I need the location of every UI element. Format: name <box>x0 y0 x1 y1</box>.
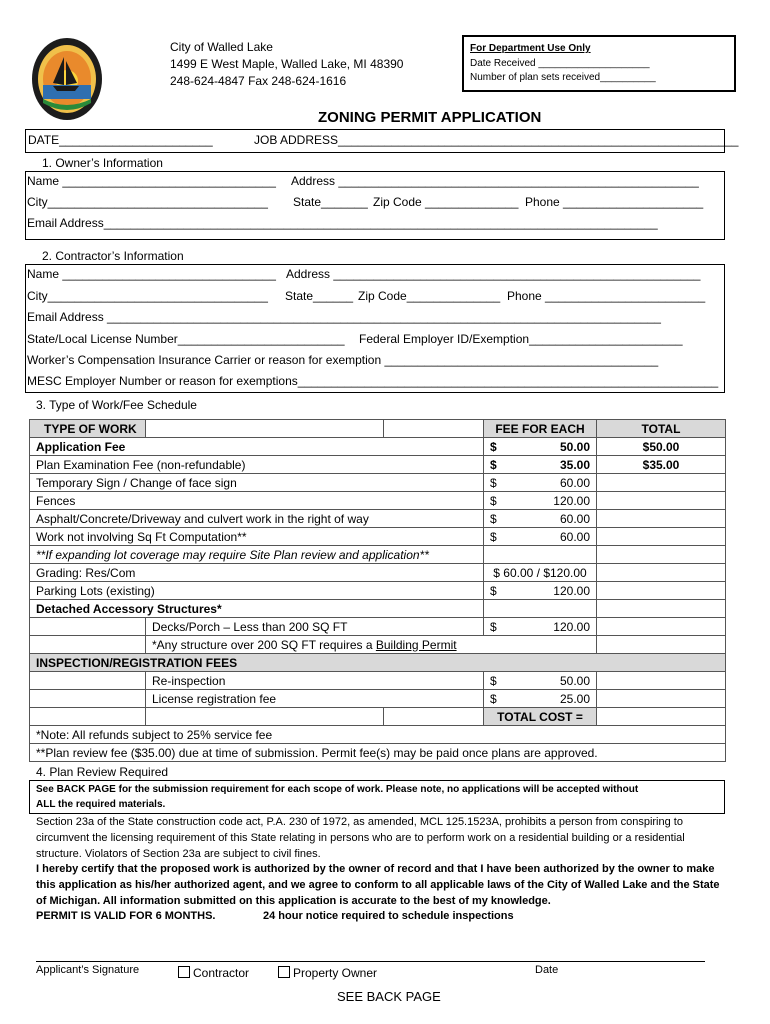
contractor-box <box>25 264 725 393</box>
total-cell[interactable] <box>597 690 726 708</box>
see-back-page-footer: SEE BACK PAGE <box>337 989 441 1004</box>
owner-state-field[interactable]: State_______ <box>293 195 368 209</box>
workers-comp-field[interactable]: Worker’s Compensation Insurance Carrier or reason for exemption _________________________________________ <box>27 353 659 367</box>
table-row: **If expanding lot coverage may require Site Plan review and application** <box>30 546 726 564</box>
total-cell[interactable] <box>597 618 726 636</box>
section-23a-line1: Section 23a of the State construction code act, P.A. 230 of 1972, as amended, MCL 125.1523A, prohibits a person from conspiring to <box>36 816 683 828</box>
table-row: *Any structure over 200 SQ FT requires a Building Permit <box>30 636 726 654</box>
contractor-checkbox[interactable] <box>178 966 190 978</box>
plan-review-heading: 4. Plan Review Required <box>36 765 169 779</box>
table-row: Work not involving Sq Ft Computation** $ 60.00 <box>30 528 726 546</box>
department-title: For Department Use Only <box>470 43 591 54</box>
city-name: City of Walled Lake <box>170 40 273 54</box>
contractor-name-field[interactable]: Name ________________________________ <box>27 267 276 281</box>
certification-line1: I hereby certify that the proposed work is authorized by the owner of record and that I have been authorized by the owner to make <box>36 863 715 875</box>
total-cost-value[interactable] <box>597 708 726 726</box>
total-cell[interactable] <box>597 510 726 528</box>
note-row <box>30 726 726 744</box>
owner-address-field[interactable]: Address ______________________________________________________ <box>291 174 699 188</box>
table-row: Grading: Res/Com $ 60.00 / $120.00 <box>30 564 726 582</box>
table-row: License registration fee $ 25.00 <box>30 690 726 708</box>
table-row: Re-inspection $ 50.00 <box>30 672 726 690</box>
owner-box <box>25 171 725 240</box>
fee-heading: 3. Type of Work/Fee Schedule <box>36 398 197 412</box>
owner-name-field[interactable]: Name ________________________________ <box>27 174 276 188</box>
total-cell[interactable]: $35.00 <box>597 456 726 474</box>
col-type-of-work: TYPE OF WORK <box>30 420 146 438</box>
total-cost-label: TOTAL COST = <box>484 708 597 726</box>
total-cell[interactable]: $50.00 <box>597 438 726 456</box>
date-received[interactable]: Date Received ____________________ <box>470 58 650 69</box>
permit-valid-text: PERMIT IS VALID FOR 6 MONTHS. <box>36 910 216 922</box>
contractor-label: Contractor <box>193 966 250 980</box>
date-job-row <box>25 129 739 153</box>
total-cell[interactable] <box>597 564 726 582</box>
table-row: Application Fee $ 50.00 $50.00 <box>30 438 726 456</box>
table-row: Asphalt/Concrete/Driveway and culvert work in the right of way $ 60.00 <box>30 510 726 528</box>
job-address-field[interactable]: JOB ADDRESS____________________________________________________________ <box>254 133 739 147</box>
plan-review-note: **Plan review fee ($35.00) due at time of submission. Permit fee(s) may be paid once plans are approved. <box>30 744 726 762</box>
contractor-heading: 2. Contractor’s Information <box>42 249 184 263</box>
table-row: Fences $ 120.00 <box>30 492 726 510</box>
total-cell[interactable] <box>597 672 726 690</box>
inspection-notice-text: 24 hour notice required to schedule inspections <box>263 910 514 922</box>
city-address: 1499 E West Maple, Walled Lake, MI 48390 <box>170 57 404 71</box>
federal-id-field[interactable]: Federal Employer ID/Exemption_______________________ <box>359 332 683 346</box>
mesc-field[interactable]: MESC Employer Number or reason for exemptions_______________________________________________________________ <box>27 374 719 388</box>
certification-line3: of Michigan. All information submitted on this application is accurate to the best of my knowledge. <box>36 895 551 907</box>
total-cell[interactable] <box>597 582 726 600</box>
department-use-box <box>462 35 736 92</box>
form-title: ZONING PERMIT APPLICATION <box>318 109 542 126</box>
owner-phone-field[interactable]: Phone _____________________ <box>525 195 704 209</box>
owner-heading: 1. Owner’s Information <box>42 156 163 170</box>
total-cell[interactable] <box>597 528 726 546</box>
fee-table-header <box>30 420 726 438</box>
owner-zip-field[interactable]: Zip Code ______________ <box>373 195 519 209</box>
city-phone: 248-624-4847 Fax 248-624-1616 <box>170 74 347 88</box>
back-page-notice-line1: See BACK PAGE for the submission requirement for each scope of work. Please note, no applications will be accepted without <box>36 784 639 795</box>
plan-sets-received[interactable]: Number of plan sets received__________ <box>470 72 656 83</box>
owner-checkbox-group[interactable] <box>278 966 377 980</box>
total-cell[interactable] <box>597 546 726 564</box>
total-cell[interactable] <box>597 492 726 510</box>
applicant-signature-label: Applicant’s Signature <box>36 964 140 976</box>
license-number-field[interactable]: State/Local License Number_________________________ <box>27 332 345 346</box>
table-row: Detached Accessory Structures* <box>30 600 726 618</box>
section-23a-line3: structure. Violators of Section 23a are subject to civil fines. <box>36 848 321 860</box>
contractor-phone-field[interactable]: Phone ________________________ <box>507 289 706 303</box>
contractor-email-field[interactable]: Email Address ___________________________________________________________________________________ <box>27 310 661 324</box>
signature-line[interactable] <box>36 961 705 962</box>
owner-city-field[interactable]: City_________________________________ <box>27 195 268 209</box>
total-cell[interactable] <box>597 636 726 654</box>
total-cost-row <box>30 708 726 726</box>
table-row: INSPECTION/REGISTRATION FEES <box>30 654 726 672</box>
back-page-notice-box <box>29 780 725 814</box>
contractor-state-field[interactable]: State______ <box>285 289 354 303</box>
property-owner-label: Property Owner <box>293 966 378 980</box>
certification-line2: this application as his/her authorized agent, and we agree to conform to all applicable laws of the City of Walled Lake and the State <box>36 879 720 891</box>
contractor-zip-field[interactable]: Zip Code______________ <box>358 289 501 303</box>
contractor-checkbox-group[interactable] <box>178 966 249 980</box>
contractor-city-field[interactable]: City_________________________________ <box>27 289 268 303</box>
col-total: TOTAL <box>597 420 726 438</box>
note-row <box>30 744 726 762</box>
table-row: Parking Lots (existing) $ 120.00 <box>30 582 726 600</box>
table-row: Plan Examination Fee (non-refundable) $ 35.00 $35.00 <box>30 456 726 474</box>
total-cell[interactable] <box>597 600 726 618</box>
contractor-address-field[interactable]: Address _______________________________________________________ <box>286 267 701 281</box>
section-23a-line2: circumvent the licensing requirement of this State relating in persons who are to perform work on a residential building or a residential <box>36 832 685 844</box>
signature-date-label: Date <box>535 964 559 976</box>
fee-table <box>29 419 726 762</box>
back-page-notice-line2: ALL the required materials. <box>36 799 166 810</box>
building-permit-link[interactable]: Building Permit <box>375 637 457 652</box>
col-fee-for-each: FEE FOR EACH <box>484 420 597 438</box>
table-row: Decks/Porch – Less than 200 SQ FT $ 120.00 <box>30 618 726 636</box>
total-cell[interactable] <box>597 474 726 492</box>
property-owner-checkbox[interactable] <box>278 966 290 978</box>
table-row: Temporary Sign / Change of face sign $ 60.00 <box>30 474 726 492</box>
date-field[interactable]: DATE_______________________ <box>28 133 213 147</box>
owner-email-field[interactable]: Email Address___________________________________________________________________________________ <box>27 216 658 230</box>
city-seal-logo <box>31 37 103 121</box>
refund-note: *Note: All refunds subject to 25% service fee <box>30 726 726 744</box>
